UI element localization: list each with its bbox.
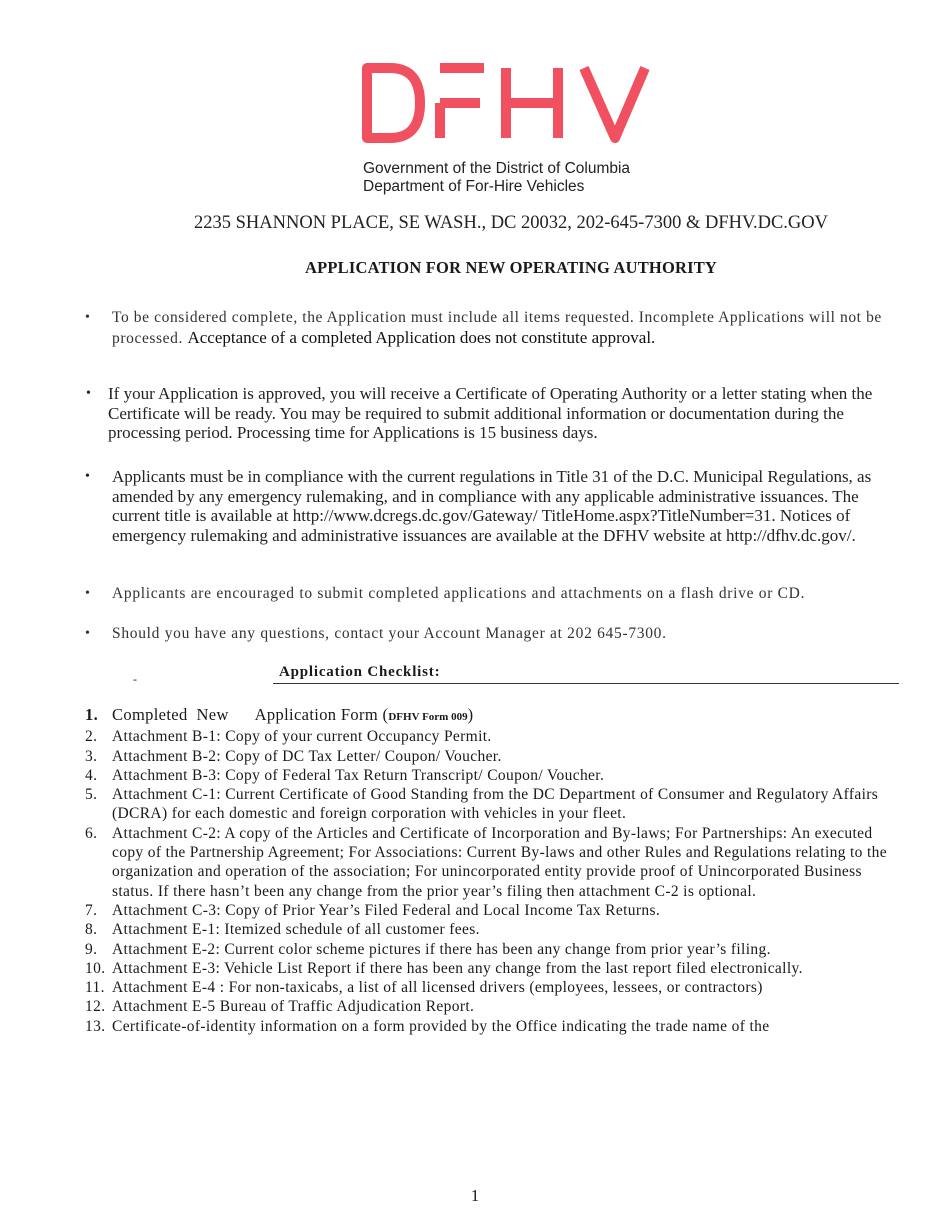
item-number: 11. — [85, 979, 105, 997]
item-text-close: ) — [467, 705, 474, 724]
bullet-icon: • — [85, 586, 91, 601]
bullet-text-tail: Acceptance of a completed Application does not constitute approval. — [187, 327, 656, 347]
item-number: 6. — [85, 824, 98, 842]
bullet-icon: • — [85, 626, 91, 641]
item-text: Attachment E-2: Current color scheme pictures if there has been any change from prior year’s filing. — [112, 940, 771, 958]
list-item — [85, 824, 895, 901]
item-text: Attachment C-2: A copy of the Articles and Certificate of Incorporation and By-laws; For Partnerships: An executed copy of the Partnership Agreement; For Associations: Current By-laws and other Rules and Regulations relating to the organization and operation of the association; For unincorporated entity provide proof of Unincorporated Business status. If there hasn’t been any change from the prior year’s filing then attachment C-2 is optional. — [112, 824, 887, 900]
list-item — [85, 705, 895, 727]
item-text: Completed New Application Form ( — [112, 705, 389, 724]
item-number: 9. — [85, 940, 98, 958]
bullet-text: Applicants must be in compliance with the current regulations in Title 31 of the D.C. Municipal Regulations, as amended by any emergency rulemaking, and in compliance with any applicable administrative issuances. The current title is available at http://www.dcregs.dc.gov/Gateway/ TitleHome.aspx?TitleNumber=31. Notices of emergency rulemaking and administrative issuances are available at the DFHV website at http://dfhv.dc.gov/. — [112, 467, 872, 545]
form-reference: DFHV Form 009 — [388, 711, 468, 723]
bullet-text: Should you have any questions, contact your Account Manager at 202 645-7300. — [112, 625, 667, 642]
bullet-item — [85, 467, 902, 545]
item-number: 3. — [85, 747, 98, 765]
list-item — [85, 766, 895, 785]
item-number: 8. — [85, 921, 98, 939]
item-text: Attachment B-2: Copy of DC Tax Letter/ Coupon/ Voucher. — [112, 747, 502, 765]
checklist-list — [85, 705, 895, 1036]
item-number: 4. — [85, 766, 98, 784]
item-text: Attachment C-1: Current Certificate of Good Standing from the DC Department of Consumer and Regulatory Affairs (DCRA) for each domestic and foreign corporation with vehicles in your fleet. — [112, 786, 879, 823]
item-number: 1. — [85, 705, 99, 724]
item-number: 7. — [85, 901, 98, 919]
checklist-divider — [273, 683, 899, 684]
bullet-text: To be considered complete, the Application must include all items requested. Incomplete Applications will not be processed. — [112, 309, 882, 347]
bullet-item — [85, 308, 902, 348]
dfhv-logo — [362, 62, 662, 144]
bullet-text: Applicants are encouraged to submit completed applications and attachments on a flash drive or CD. — [112, 585, 806, 602]
list-item — [85, 978, 895, 997]
logo-caption — [363, 160, 630, 196]
office-address: 2235 SHANNON PLACE, SE WASH., DC 20032, 202-645-7300 & DFHV.DC.GOV — [193, 213, 828, 233]
bullet-item — [85, 624, 902, 644]
item-text: Attachment E-4 : For non-taxicabs, a list of all licensed drivers (employees, lessees, or contractors) — [112, 979, 763, 997]
item-text: Attachment B-3: Copy of Federal Tax Return Transcript/ Coupon/ Voucher. — [112, 766, 605, 784]
list-item — [85, 959, 895, 978]
item-number: 2. — [85, 728, 98, 746]
bullet-icon: • — [85, 310, 91, 325]
bullet-icon: • — [86, 386, 91, 401]
checklist-heading: Application Checklist: — [279, 664, 441, 680]
logo-line-government: Government of the District of Columbia — [363, 160, 631, 177]
list-item — [85, 997, 895, 1016]
list-item — [85, 901, 895, 920]
list-item — [85, 785, 895, 824]
item-text: Certificate-of-identity information on a form provided by the Office indicating the trade name of the — [112, 1017, 770, 1035]
bullet-icon: • — [85, 469, 90, 484]
item-number: 10. — [85, 959, 106, 977]
stray-mark: - — [133, 672, 137, 686]
list-item — [85, 747, 895, 766]
item-text: Attachment B-1: Copy of your current Occupancy Permit. — [112, 728, 492, 746]
bullet-item — [85, 584, 902, 604]
list-item — [85, 940, 895, 959]
item-number: 12. — [85, 998, 106, 1016]
page-number: 1 — [470, 1186, 480, 1205]
item-text: Attachment C-3: Copy of Prior Year’s Filed Federal and Local Income Tax Returns. — [112, 901, 661, 919]
page-title: APPLICATION FOR NEW OPERATING AUTHORITY — [304, 258, 718, 277]
dfhv-wordmark — [362, 62, 652, 144]
list-item — [85, 1017, 895, 1036]
list-item — [85, 727, 895, 746]
list-item — [85, 920, 895, 939]
bullet-item — [86, 384, 898, 443]
item-number: 5. — [85, 786, 98, 804]
item-number: 13. — [85, 1017, 106, 1035]
logo-line-department: Department of For-Hire Vehicles — [363, 178, 585, 195]
item-text: Attachment E-3: Vehicle List Report if there has been any change from the last report filed electronically. — [112, 959, 803, 977]
item-text: Attachment E-5 Bureau of Traffic Adjudication Report. — [112, 998, 475, 1016]
item-text: Attachment E-1: Itemized schedule of all customer fees. — [112, 921, 480, 939]
bullet-text: If your Application is approved, you will receive a Certificate of Operating Authority or a letter stating when the Certificate will be ready. You may be required to submit additional information or documentation during the processing period. Processing time for Applications is 15 business days. — [108, 384, 873, 442]
